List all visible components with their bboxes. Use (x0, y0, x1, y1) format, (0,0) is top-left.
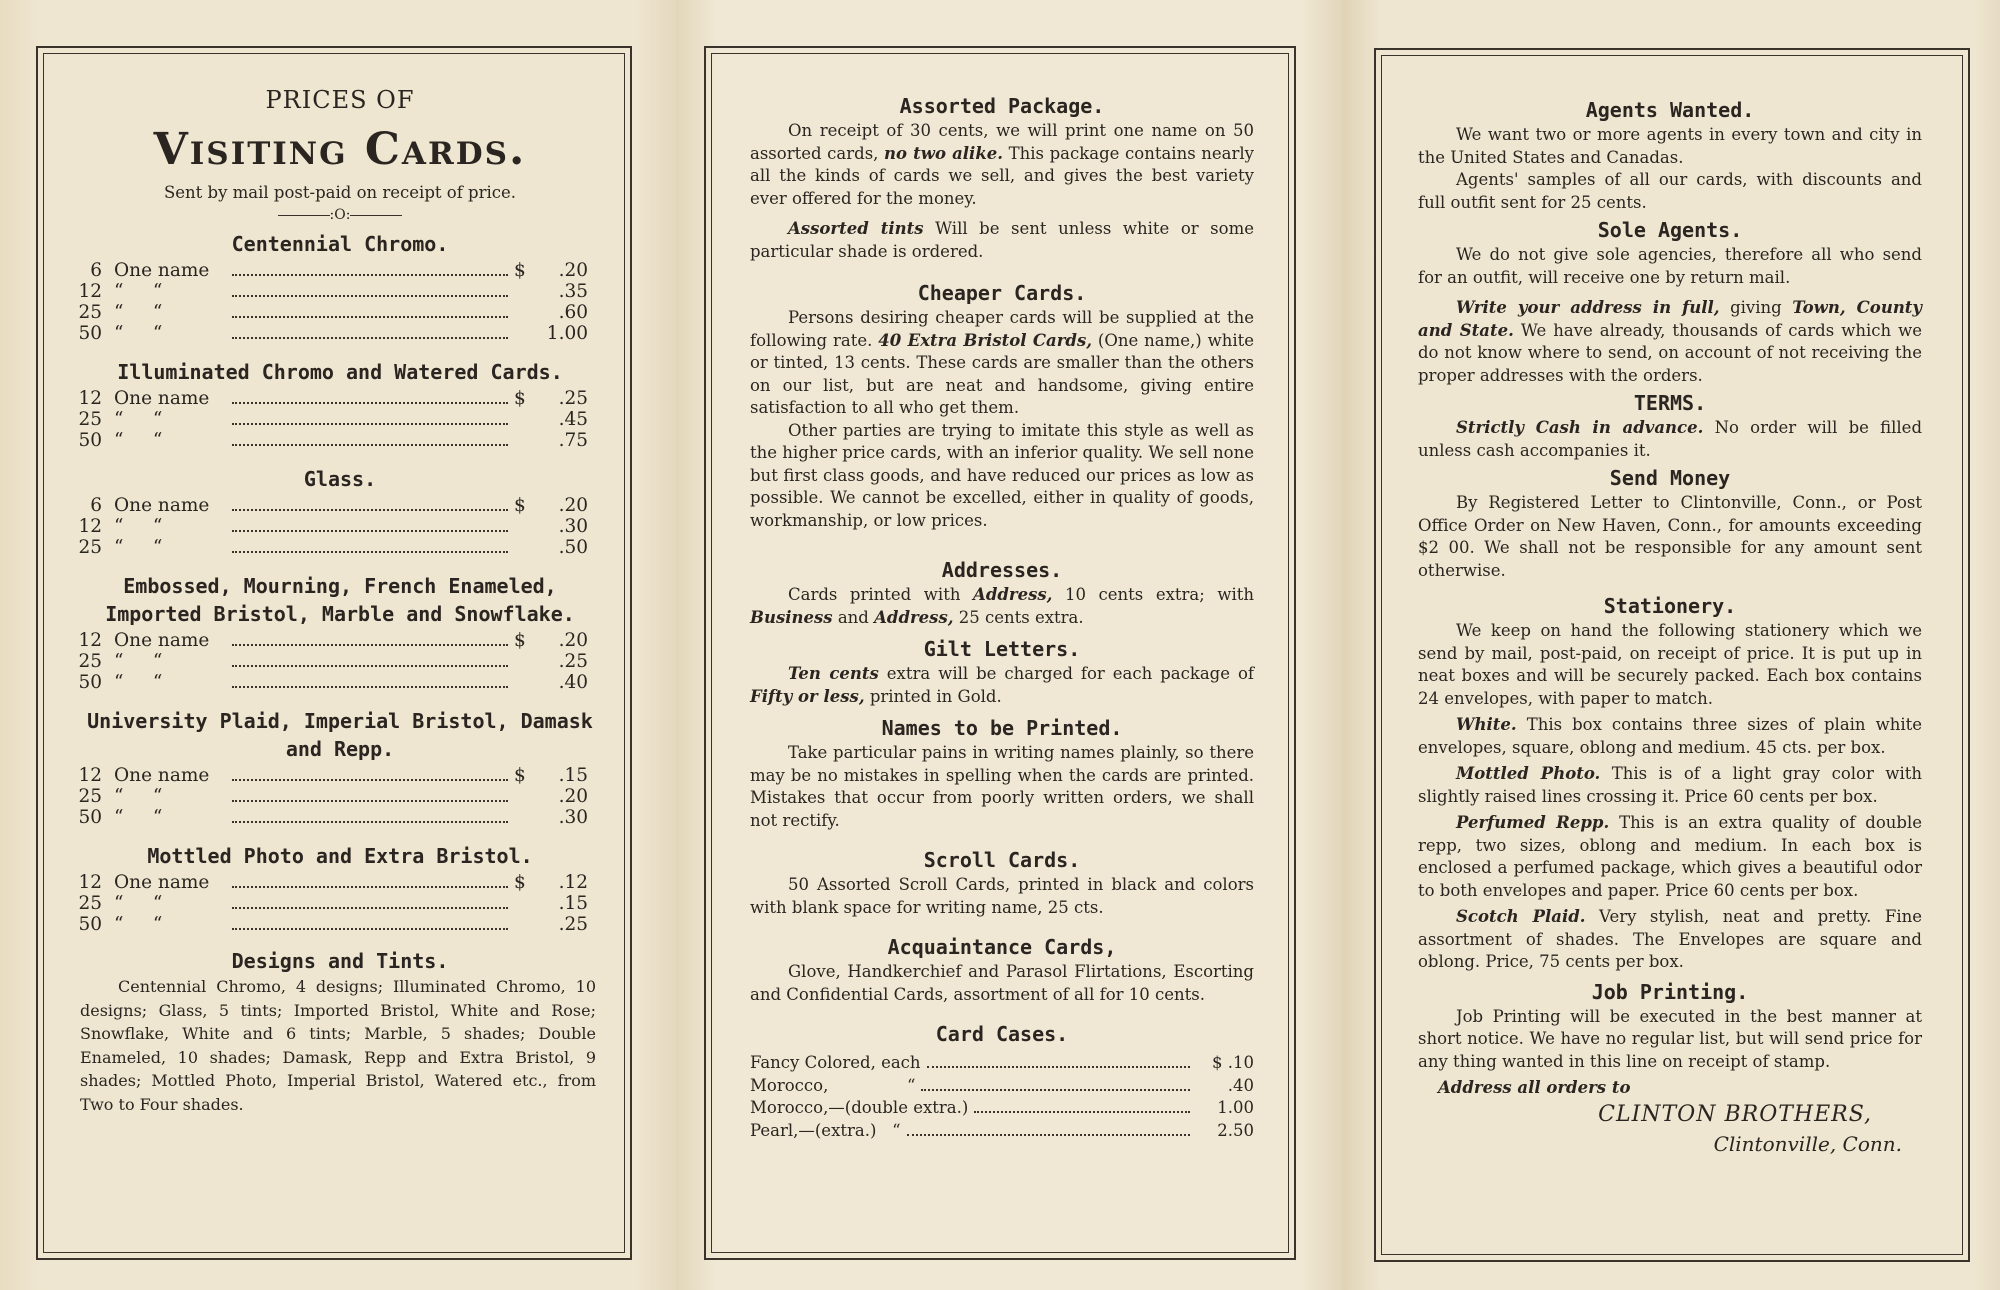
card-case-price: 2.50 (1217, 1120, 1254, 1140)
name-label: “ “ (114, 914, 163, 935)
quantity: 25 (78, 302, 102, 323)
name-label: One name (114, 260, 210, 281)
dot-leader (907, 1134, 1190, 1136)
price: .45 (558, 409, 588, 430)
stationery-heading: Stationery. (1603, 594, 1737, 618)
quantity: 25 (78, 786, 102, 807)
dot-leader (232, 274, 508, 276)
sole-agents-heading: Sole Agents. (1597, 218, 1743, 242)
quantity: 50 (78, 430, 102, 451)
name-label: “ “ (114, 893, 163, 914)
write-address-text: Write your address in full, giving Town, County and State. We have already, thousands of cards which we do not know where to send, on account of not receiving the proper addresses with the orders. (1418, 298, 1923, 385)
name-label: “ “ (114, 409, 163, 430)
price-section (78, 572, 588, 693)
card-case-label: Pearl,—(extra.) “ (750, 1120, 901, 1140)
job-printing-text: Job Printing will be executed in the best manner at short notice. We have no regular list, but will send price for any thing wanted in this line on receipt of stamp. (1418, 1006, 1922, 1071)
gilt-text: Ten cents extra will be charged for each package of Fifty or less, printed in Gold. (750, 664, 1255, 706)
price-sections (78, 230, 593, 935)
name-label: “ “ (114, 302, 163, 323)
card-cases-list (750, 1052, 1254, 1142)
dot-leader (974, 1111, 1190, 1113)
dot-leader (927, 1066, 1190, 1068)
price: .30 (558, 516, 588, 537)
stationery-text: We keep on hand the following stationery which we send by mail, post-paid, on receipt of price. It is put up in neat boxes and will be securely packed. Each box contains 24 envelopes, with paper to match. (1418, 621, 1922, 708)
currency-sign: $ (514, 872, 526, 893)
dot-leader (232, 644, 508, 646)
subtitle: Sent by mail post-paid on receipt of price. (163, 183, 517, 202)
quantity: 50 (78, 672, 102, 693)
dot-leader (232, 907, 508, 909)
price: .60 (558, 302, 588, 323)
quantity: 12 (78, 872, 102, 893)
price: .40 (558, 672, 588, 693)
card-cases-heading: Card Cases. (935, 1022, 1069, 1046)
dot-leader (232, 551, 508, 553)
section-heading: Glass. (303, 467, 377, 491)
price-row (62, 786, 588, 807)
card-case-label: Morocco, “ (750, 1075, 916, 1095)
dot-leader (232, 686, 508, 688)
card-case-price: .40 (1227, 1075, 1254, 1095)
price-section (78, 465, 588, 558)
price-row (62, 537, 588, 558)
price: .20 (558, 260, 588, 281)
name-label: “ “ (114, 281, 163, 302)
dot-leader (232, 886, 508, 888)
price-row (62, 302, 588, 323)
section-heading: Centennial Chromo. (231, 232, 449, 256)
name-label: “ “ (114, 786, 163, 807)
price-row (62, 430, 588, 451)
designs-text: Centennial Chromo, 4 designs; Illuminated Chromo, 10 designs; Glass, 5 tints; Imported Bristol, White and Rose; Snowflake, White and 6 tints; Marble, 5 shades; Double Enameled, 10 shades; Damask, Repp and Extra Bristol, 9 shades; Mottled Photo, Imperial Bristol, Watered etc., from Two to Four shades. (80, 977, 596, 1114)
assorted-heading: Assorted Package. (899, 94, 1105, 118)
gilt-heading: Gilt Letters. (923, 637, 1081, 661)
card-case-label: Morocco,—(double extra.) (750, 1098, 969, 1117)
name-label: One name (114, 765, 210, 786)
scotch-plaid-text: Scotch Plaid. Very stylish, neat and pretty. Fine assortment of shades. The Envelopes are square and oblong. Price, 75 cents per box. (1418, 907, 1923, 971)
price-section (78, 358, 588, 451)
price-row (62, 914, 588, 935)
price-row (62, 630, 588, 651)
quantity: 12 (78, 630, 102, 651)
quantity: 50 (78, 914, 102, 935)
cheaper-heading: Cheaper Cards. (917, 281, 1087, 305)
currency-sign: $ (514, 495, 526, 516)
cheaper-text: Persons desiring cheaper cards will be supplied at the following rate. 40 Extra Bristol Cards, (One name,) white or tinted, 13 cents. These cards are smaller than the others on our list, but are neat and handsome, giving entire satisfaction to all who get them. (750, 308, 1255, 417)
right-column (1418, 96, 1922, 1158)
section-heading: Illuminated Chromo and Watered Cards. (117, 360, 563, 384)
agents-heading: Agents Wanted. (1585, 98, 1755, 122)
card-case-row (750, 1052, 1254, 1075)
dot-leader (921, 1089, 1190, 1091)
name-label: “ “ (114, 537, 163, 558)
dot-leader (232, 665, 508, 667)
agents-text-2: Agents' samples of all our cards, with discounts and full outfit sent for 25 cents. (1418, 170, 1922, 212)
price-row (62, 672, 588, 693)
price: 1.00 (546, 323, 588, 344)
terms-text: Strictly Cash in advance. No order will be filled unless cash accompanies it. (1418, 418, 1922, 460)
dot-leader (232, 295, 508, 297)
dot-leader (232, 928, 508, 930)
acquaintance-text: Glove, Handkerchief and Parasol Flirtations, Escorting and Confidential Cards, assortment of all for 10 cents. (750, 962, 1254, 1004)
send-money-heading: Send Money (1609, 466, 1731, 490)
name-label: “ “ (114, 430, 163, 451)
price-row (62, 281, 588, 302)
quantity: 25 (78, 409, 102, 430)
white-text: White. This box contains three sizes of plain white envelopes, square, oblong and medium. 45 cts. per box. (1418, 715, 1922, 757)
card-case-label: Fancy Colored, each (750, 1053, 921, 1072)
dot-leader (232, 800, 508, 802)
acquaintance-heading: Acquaintance Cards, (887, 935, 1117, 959)
price-row (62, 807, 588, 828)
quantity: 50 (78, 323, 102, 344)
price-row (62, 495, 588, 516)
quantity: 25 (78, 893, 102, 914)
assorted-text: On receipt of 30 cents, we will print one name on 50 assorted cards, no two alike. This package contains nearly all the kinds of cards we sell, and gives the best variety ever offered for the money. (750, 121, 1254, 208)
dot-leader (232, 444, 508, 446)
name-label: One name (114, 495, 210, 516)
price: .15 (558, 765, 588, 786)
name-label: “ “ (114, 672, 163, 693)
quantity: 25 (78, 651, 102, 672)
card-case-price: 1.00 (1217, 1098, 1254, 1117)
quantity: 6 (90, 495, 102, 516)
perfumed-repp-text: Perfumed Repp. This is an extra quality of double repp, two sizes, oblong and medium. In each box is enclosed a perfumed package, which gives a beautiful odor to both envelopes and paper. Price 60 cents per box. (1418, 813, 1922, 900)
addresses-heading: Addresses. (941, 558, 1063, 582)
designs-heading: Designs and Tints. (231, 949, 449, 973)
price: .25 (558, 914, 588, 935)
quantity: 12 (78, 388, 102, 409)
price-row (62, 872, 588, 893)
price-row (62, 765, 588, 786)
price-list (78, 84, 596, 1116)
price-row (62, 516, 588, 537)
dot-leader (232, 509, 508, 511)
name-label: “ “ (114, 807, 163, 828)
dot-leader (232, 423, 508, 425)
price-row (62, 323, 588, 344)
quantity: 12 (78, 281, 102, 302)
job-printing-heading: Job Printing. (1591, 979, 1749, 1004)
quantity: 12 (78, 516, 102, 537)
dot-leader (232, 316, 508, 318)
price: .20 (558, 495, 588, 516)
currency-sign: $ (514, 765, 526, 786)
name-label: “ “ (114, 516, 163, 537)
addresses-text: Cards printed with Address, 10 cents extra; with Business and Address, 25 cents extra. (750, 585, 1255, 627)
name-label: One name (114, 388, 210, 409)
address-all-orders: Address all orders to (1438, 1078, 1631, 1097)
price-row (62, 409, 588, 430)
price-row (62, 260, 588, 281)
company-city: Clintonville, Conn. (1713, 1131, 1902, 1156)
price: .12 (558, 872, 588, 893)
mottled-photo-text: Mottled Photo. This is of a light gray color with slightly raised lines crossing it. Price 60 cents per box. (1418, 764, 1922, 806)
names-text: Take particular pains in writing names plainly, so there may be no mistakes in spelling when the cards are printed. Mistakes that occur from poorly written orders, we shall not rectify. (750, 743, 1254, 830)
price: .35 (558, 281, 588, 302)
quantity: 25 (78, 537, 102, 558)
currency-sign: $ (514, 630, 526, 651)
card-case-row (750, 1097, 1254, 1120)
price-section (78, 842, 588, 935)
quantity: 6 (90, 260, 102, 281)
section-heading: Embossed, Mourning, French Enameled, Imported Bristol, Marble and Snowflake. (105, 574, 575, 626)
dot-leader (232, 821, 508, 823)
price-row (62, 893, 588, 914)
company-name: CLINTON BROTHERS, (1598, 1101, 1872, 1127)
price: .20 (558, 630, 588, 651)
page-title: Visiting Cards. (153, 124, 527, 175)
price: .30 (558, 807, 588, 828)
scroll-heading: Scroll Cards. (923, 848, 1081, 872)
price-section (78, 707, 593, 828)
dot-leader (232, 779, 508, 781)
price-row (62, 388, 588, 409)
assorted-tints-text: Assorted tints Will be sent unless white or some particular shade is ordered. (750, 219, 1254, 261)
card-case-row (750, 1120, 1254, 1143)
quantity: 12 (78, 765, 102, 786)
dot-leader (232, 402, 508, 404)
card-case-row (750, 1075, 1254, 1098)
divider: :O: (92, 204, 588, 226)
section-heading: Mottled Photo and Extra Bristol. (147, 844, 533, 868)
name-label: One name (114, 872, 210, 893)
section-heading: University Plaid, Imperial Bristol, Damask and Repp. (87, 709, 593, 761)
names-heading: Names to be Printed. (881, 716, 1123, 740)
price: .25 (558, 651, 588, 672)
scroll-text: 50 Assorted Scroll Cards, printed in black and colors with blank space for writing name, 25 cts. (750, 875, 1254, 917)
currency-sign: $ (514, 388, 526, 409)
name-label: “ “ (114, 651, 163, 672)
quantity: 50 (78, 807, 102, 828)
send-money-text: By Registered Letter to Clintonville, Conn., or Post Office Order on New Haven, Conn., for amounts exceeding $2 00. We shall not be responsible for any amount sent otherwise. (1418, 493, 1922, 580)
terms-heading: TERMS. (1633, 391, 1707, 415)
currency-sign: $ (514, 260, 526, 281)
card-case-price: $ .10 (1212, 1053, 1254, 1072)
price: .15 (558, 893, 588, 914)
price: .75 (558, 430, 588, 451)
name-label: One name (114, 630, 210, 651)
price-section (78, 230, 588, 344)
price: .25 (558, 388, 588, 409)
prices-of-heading: PRICES OF (265, 86, 415, 114)
agents-text: We want two or more agents in every town and city in the United States and Canadas. (1418, 125, 1922, 167)
center-column (750, 92, 1254, 1142)
dot-leader (232, 337, 508, 339)
dot-leader (232, 530, 508, 532)
price-row (62, 651, 588, 672)
price: .20 (558, 786, 588, 807)
sole-agents-text: We do not give sole agencies, therefore all who send for an outfit, will receive one by return mail. (1418, 245, 1922, 287)
price: .50 (558, 537, 588, 558)
cheaper-text-2: Other parties are trying to imitate this style as well as the higher price cards, with an inferior quality. We sell none but first class goods, and have reduced our prices as low as possible. We cannot be excelled, either in quality of goods, workmanship, or low prices. (750, 420, 1254, 530)
name-label: “ “ (114, 323, 163, 344)
